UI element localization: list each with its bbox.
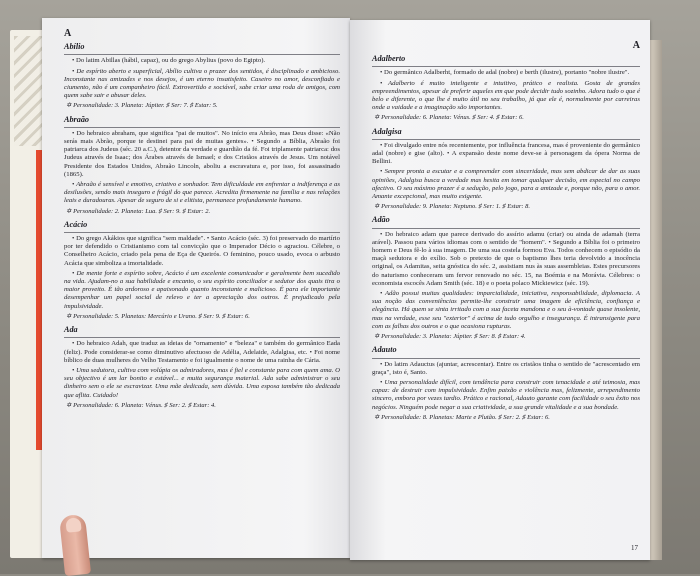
divider	[372, 358, 640, 359]
entry-origin: • Do germânico Adalberht, formado de adal (nobre) e berth (ilustre), portanto "nobre ilustre".	[380, 69, 630, 77]
entry-description: • Sempre pronta a escutar e a compreender com sinceridade, mas sem abdicar de dar as suas opiniões, Adalgisa busca a verdade mas hesita em tomar qualquer decisão, em especial no campo afectivo. O seu máximo prazer é a sedução, pelo jogo, para a amizade e, porque não, para o amor. Amante excepcional, mas muito exigente.	[372, 168, 640, 201]
entry-name: Ada	[64, 325, 78, 335]
section-letter: A	[632, 40, 640, 51]
entry-adauto	[372, 346, 640, 422]
entry-abraao	[64, 116, 340, 216]
entry-description: • Adalberto é muito inteligente e intuitivo, prático e realista. Gosta de grandes empreendimentos, apesar de preferir aqueles em que pode decidir tudo sozinho. Adora tudo o que é belo e diferente, o que lhe é muito útil no seu trabalho, já que ele é, normalmente por carreiras onde a vaidade e a imaginação são importantes.	[372, 79, 640, 112]
divider	[372, 228, 640, 229]
entry-stats: ✡ Personalidade: 3. Planeta: Júpiter. ♯ Ser: 7. ♯ Estar: 5.	[66, 102, 218, 110]
entry-stats: ✡ Personalidade: 5. Planetas: Mercúrio e Urano. ♯ Ser: 9. ♯ Estar: 6.	[66, 312, 250, 320]
book-right-edge	[650, 40, 662, 560]
entry-origin: • Do latim Adauctus (ajuntar, acrescentar). Entre os cristãos tinha o sentido de "acrescentado em graça", isto é, Santo.	[372, 360, 640, 376]
entry-abilio	[64, 43, 340, 110]
entry-description: • Adão possui muitas qualidades: imparcialidade, iniciativa, responsabilidade, diplomacia. A sua noção das conveniências permite-lhe construir uma imagem de eficiência, confiança e elegância. Há quem se sinta irritado com a sua faceta mandona e o seu à-vontade quase insolente, mas na verdade, esse seu "exterior" é acima de tudo orgulho e insegurança. É intransigente para com as falhas dos outros e o que ocasiona rupturas.	[372, 290, 640, 330]
entry-name: Adalberto	[372, 54, 406, 64]
entry-description: • Uma sedutora, cultiva com volúpia os admiradores, mas é fiel e constante para com quem ama. O seu objectivo é um lar bonito e estável... e muita segurança material. Ada sabe administrar o seu dinheiro sem o ele se escravizar. Uma mãe dedicada, sem dúvida. Uma esposa também tão dedicada que aflita. Cuidado!	[64, 366, 340, 399]
entry-description: • De espírito aberto e superficial, Abílio cultiva o prazer dos sentidos, é disciplinado e ambicioso. Inconstante nas amizades e nos desejos, é um eterno insatisfeito. Caseiro no amor, desconfiado e ciumento, não é um companheiro fácil. Extrovertido e sociável, sabe criar uma roda de amigos, com quem sabe sair e abusar deles.	[64, 67, 340, 100]
right-page	[350, 20, 650, 560]
entry-stats: ✡ Personalidade: 8. Planetas: Marte e Plutão. ♯ Ser: 2. ♯ Estar: 6.	[374, 413, 550, 421]
entry-name: Acácio	[64, 219, 88, 229]
entry-name: Adauto	[372, 345, 397, 355]
entry-description: • De mente forte e espírito sobre, Acácio é um excelente comunicador e geralmente bem sucedido na vida. Ajudam-no a sua habilidade e encanto, o seu espírito conciliador e sedutor dos quais tira o maior proveito. É tão ardoroso e apaixonado quanto inconstante e malicioso. É para ele importante desempenhar um papel social de relevo e ter a apreciação dos outros. É prejudicado pela impulsividade.	[64, 269, 340, 310]
entry-name: Abraão	[64, 114, 90, 124]
entry-origin: • Do hebraico adam que parece derivado do assírio adamu (criar) ou ainda de adamah (terra arável). Passou para vários idiomas com o sentido de "homem". • Segundo a Bíblia foi o primeiro homem e Deus fê-lo à sua imagem. De uma sua costela formou Eva. Todos conhecem o episódio da maçã sedutora e do exílio. Sob o pretexto de que o baptismo lhes teria devolvido a inocência original, os Adamitas, seita gnóstica do séc. 2, assistiam nus às suas assembleias. Estes precursores do naturismo conheceram um fervor renovado no séc. 15, na Boémia e na Morávia. Célebres: o economista escocês Adam Smith (séc. 18) e o poeta polaco Mickiewicz (séc. 19).	[372, 230, 640, 287]
right-page-content	[372, 42, 640, 425]
section-letter: A	[64, 28, 72, 39]
divider	[64, 127, 340, 128]
entry-origin: • Do grego Akákios que significa "sem maldade". • Santo Acácio (séc. 3) foi preservado do martírio por ter defendido o Cristianismo com tal convicção que o Imperador Décio o agraciou. Célebre, o Conselheiro Acácio, criado pela pena de Eça de Queirós. O feminino, pouco usado, evoca o arbusto Acácia que simboliza a imortalidade.	[64, 235, 340, 267]
entry-acacio	[64, 221, 340, 321]
entry-description: • Uma personalidade difícil, com tendência para construir com tenacidade e até teimosia, mas capaz: de destruir com impulsividade. Enfim paixão e violência mas, felizmente, arrependimento sincero, embora por vezes tardio. Prático e racional, Adauto garante com facilidade o seu êxito nos negócios. Ninguém pode negar a sua criatividade, a sua grande vitalidade e a sua bondade.	[372, 378, 640, 411]
thumbnail-nail	[65, 517, 81, 532]
entry-name: Adalgisa	[372, 126, 402, 136]
divider	[64, 232, 340, 233]
divider	[372, 66, 640, 67]
entry-stats: ✡ Personalidade: 6. Planeta: Vénus. ♯ Ser: 2. ♯ Estar: 4.	[66, 401, 216, 409]
left-page	[42, 18, 350, 558]
entry-origin: • Do latim Abillas (hábil, capaz), ou do grego Abylius (povo do Egipto).	[72, 57, 266, 65]
entry-origin: • Do hebraico Adah, que traduz as ideias de "ornamento" e "beleza" e também do germânico Eada (feliz). Pode considerar-se como diminutivo afectuoso de Adélia, Adelaide, Adalgisa, etc. • Foi nome bíblico de duas mulheres do Velho Testamento e foi igualmente o nome de uma rainha de Cária.	[64, 340, 340, 364]
entry-ada	[64, 326, 340, 410]
entry-adao	[372, 216, 640, 341]
entry-origin: • Do hebraico abraham, que significa "pai de muitos". No início era Abrão, mas Deus disse: «Não serás mais Abrão, porque te destinei para pai de muitas gentes». • Segundo a Bíblia, Abraão foi patriarca dos Judeus (séc. 20 a.C.), detentor da verdade e guardião da fé. Foi triplamente patriarca: dos Judeus através de Isaac; dos Árabes através de Ismael; e dos Cristãos através de Jesus. Um notável Presidente dos Estados Unidos, Abraão Lincoln, aboliu a escravatura e, por isso, foi assassinado (1865).	[64, 129, 340, 178]
divider	[64, 54, 340, 55]
entry-stats: ✡ Personalidade: 2. Planeta: Lua. ♯ Ser: 9. ♯ Estar: 2.	[66, 207, 211, 215]
entry-description: • Abraão é sensível e emotivo, criativo e sonhador. Tem dificuldade em enfrentar a indiferença e as desilusões, sendo mais inseguro e frágil do que parece. Acredita firmemente na família e nas relações leais e duradouras. Apesar de seguro de si e elitista, permanece profundamente humano.	[64, 181, 340, 205]
entry-stats: ✡ Personalidade: 6. Planeta: Vénus. ♯ Ser: 4. ♯ Estar: 6.	[374, 114, 524, 122]
divider	[372, 139, 640, 140]
page-number: 17	[631, 544, 638, 552]
entry-origin: • Foi divulgado entre nós recentemente, por influência francesa, mas é proveniente do germânico adal (nobre) e gise (alto). • A expansão deste nome deve-se à personagem da ópera Norma de Bellini.	[372, 141, 640, 166]
divider	[64, 337, 340, 338]
cover-pattern	[14, 36, 44, 146]
entry-name: Adão	[372, 215, 390, 225]
entry-adalgisa	[372, 128, 640, 212]
entry-stats: ✡ Personalidade: 9. Planeta: Neptuno. ♯ Ser: 1. ♯ Estar: 8.	[374, 203, 531, 211]
left-page-content	[64, 30, 340, 413]
entry-name: Abílio	[64, 42, 85, 52]
entry-stats: ✡ Personalidade: 3. Planeta: Júpiter. ♯ Ser: 8. ♯ Estar: 4.	[374, 333, 526, 341]
entry-adalberto	[372, 55, 640, 122]
